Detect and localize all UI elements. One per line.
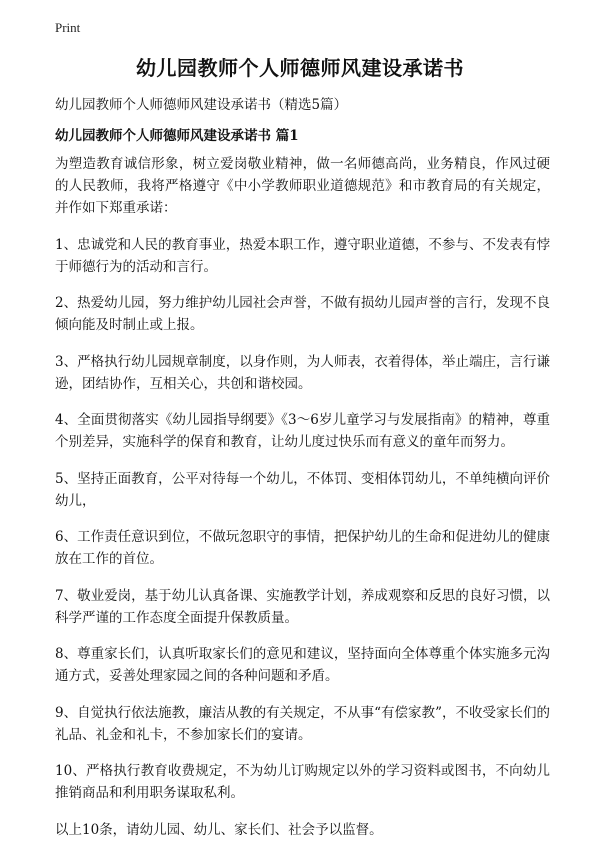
commitment-item-6: 6、工作责任意识到位，不做玩忽职守的事情，把保护幼儿的生命和促进幼儿的健康放在工作的首位。 <box>55 529 550 567</box>
commitment-item-1: 1、忠诚党和人民的教育事业，热爱本职工作，遵守职业道德，不参与、不发表有悖于师德行为的活动和言行。 <box>55 236 550 275</box>
section-heading: 幼儿园教师个人师德师风建设承诺书 篇1 <box>55 128 299 144</box>
commitment-item-3: 3、严格执行幼儿园规章制度，以身作则，为人师表，衣着得体，举止端庄，言行谦逊，团结协作，互相关心，共创和谐校园。 <box>55 353 550 392</box>
commitment-item-8: 8、尊重家长们，认真听取家长们的意见和建议，坚持面向全体尊重个体实施多元沟通方式，妥善处理家园之间的各种问题和矛盾。 <box>55 646 550 684</box>
intro-paragraph: 为塑造教育诚信形象，树立爱岗敬业精神，做一名师德高尚，业务精良，作风过硬的人民教师，我将严格遵守《中小学教师职业道德规范》和市教育局的有关规定，并作如下郑重承诺： <box>55 156 550 216</box>
commitment-item-2: 2、热爱幼儿园，努力维护幼儿园社会声誉，不做有损幼儿园声誉的言行，发现不良倾向能及时制止或上报。 <box>55 295 550 333</box>
closing-paragraph: 以上10条，请幼儿园、幼儿、家长们、社会予以监督。 <box>55 821 383 838</box>
commitment-item-10: 10、严格执行教育收费规定，不为幼儿订购规定以外的学习资料或图书，不向幼儿推销商品和利用职务谋取私利。 <box>55 763 550 801</box>
commitment-item-4: 4、全面贯彻落实《幼儿园指导纲要》《3～6岁儿童学习与发展指南》的精神，尊重个别差异，实施科学的保育和教育，让幼儿度过快乐而有意义的童年而努力。 <box>55 412 550 450</box>
commitment-item-5: 5、坚持正面教育，公平对待每一个幼儿，不体罚、变相体罚幼儿，不单纯横向评价幼儿， <box>55 470 550 509</box>
commitment-item-9: 9、自觉执行依法施教，廉洁从教的有关规定，不从事“有偿家教”，不收受家长们的礼品、礼金和礼卡，不参加家长们的宴请。 <box>55 704 550 743</box>
document-body <box>55 153 550 855</box>
print-link[interactable]: Print <box>55 20 81 35</box>
page-title: 幼儿园教师个人师德师风建设承诺书 <box>136 56 464 80</box>
commitment-item-7: 7、敬业爱岗，基于幼儿认真备课、实施教学计划，养成观察和反思的良好习惯，以科学严谨的工作态度全面提升保教质量。 <box>55 587 550 626</box>
document-subtitle: 幼儿园教师个人师德师风建设承诺书（精选5篇） <box>55 97 348 113</box>
